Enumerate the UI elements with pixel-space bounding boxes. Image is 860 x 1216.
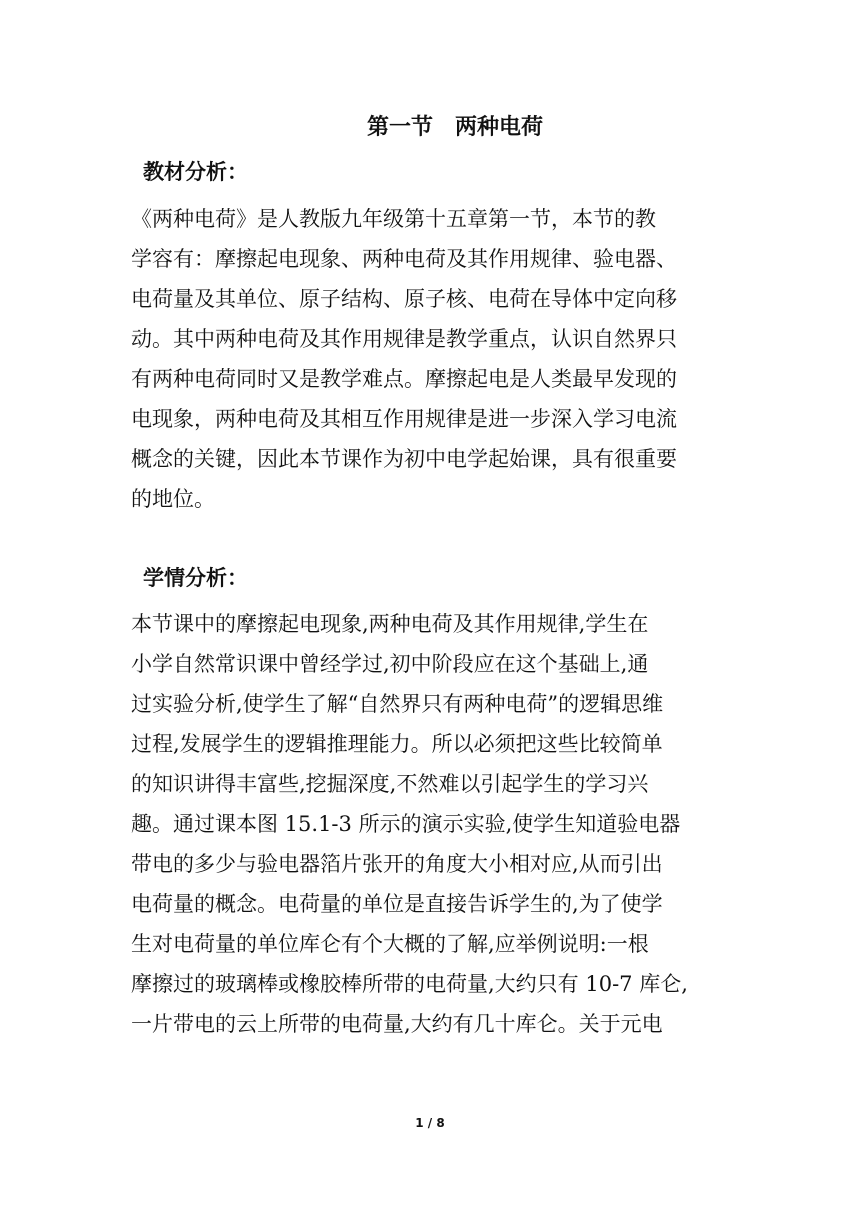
paragraph-line: 的知识讲得丰富些,挖掘深度,不然难以引起学生的学习兴 bbox=[131, 772, 649, 796]
paragraph-line: 过程,发展学生的逻辑推理能力。所以必须把这些比较简单 bbox=[131, 732, 663, 756]
page-number: 1 / 8 bbox=[415, 1116, 445, 1130]
paragraph-textbook-analysis bbox=[131, 199, 741, 519]
paragraph-line: 一片带电的云上所带的电荷量,大约有几十库仑。关于元电 bbox=[131, 1012, 663, 1036]
paragraph-line: 概念的关键，因此本节课作为初中电学起始课，具有很重要 bbox=[131, 447, 677, 471]
paragraph-line: 有两种电荷同时又是教学难点。摩擦起电是人类最早发现的 bbox=[131, 367, 677, 391]
section-heading-textbook-analysis: 教材分析： bbox=[143, 160, 248, 184]
paragraph-line: 摩擦过的玻璃棒或橡胶棒所带的电荷量,大约只有 10-7 库仑, bbox=[131, 972, 688, 996]
paragraph-line: 动。其中两种电荷及其作用规律是教学重点，认识自然界只 bbox=[131, 327, 677, 351]
paragraph-line: 电现象，两种电荷及其相互作用规律是进一步深入学习电流 bbox=[131, 407, 677, 431]
section-heading-student-analysis: 学情分析： bbox=[143, 566, 248, 590]
paragraph-line: 带电的多少与验电器箔片张开的角度大小相对应,从而引出 bbox=[131, 852, 663, 876]
paragraph-line: 过实验分析,使学生了解“自然界只有两种电荷”的逻辑思维 bbox=[131, 692, 664, 716]
paragraph-line: 的地位。 bbox=[131, 487, 215, 511]
paragraph-line: 趣。通过课本图 15.1-3 所示的演示实验,使学生知道验电器 bbox=[131, 812, 681, 836]
paragraph-line: 《两种电荷》是人教版九年级第十五章第一节，本节的教 bbox=[131, 207, 656, 231]
page-title: 第一节 两种电荷 bbox=[366, 115, 543, 140]
paragraph-line: 学容有：摩擦起电现象、两种电荷及其作用规律、验电器、 bbox=[131, 247, 677, 271]
paragraph-line: 本节课中的摩擦起电现象,两种电荷及其作用规律,学生在 bbox=[131, 612, 649, 636]
paragraph-student-analysis bbox=[131, 604, 741, 1044]
paragraph-line: 生对电荷量的单位库仑有个大概的了解,应举例说明:一根 bbox=[131, 932, 649, 956]
paragraph-line: 电荷量的概念。电荷量的单位是直接告诉学生的,为了使学 bbox=[131, 892, 663, 916]
paragraph-line: 小学自然常识课中曾经学过,初中阶段应在这个基础上,通 bbox=[131, 652, 649, 676]
paragraph-line: 电荷量及其单位、原子结构、原子核、电荷在导体中定向移 bbox=[131, 287, 677, 311]
